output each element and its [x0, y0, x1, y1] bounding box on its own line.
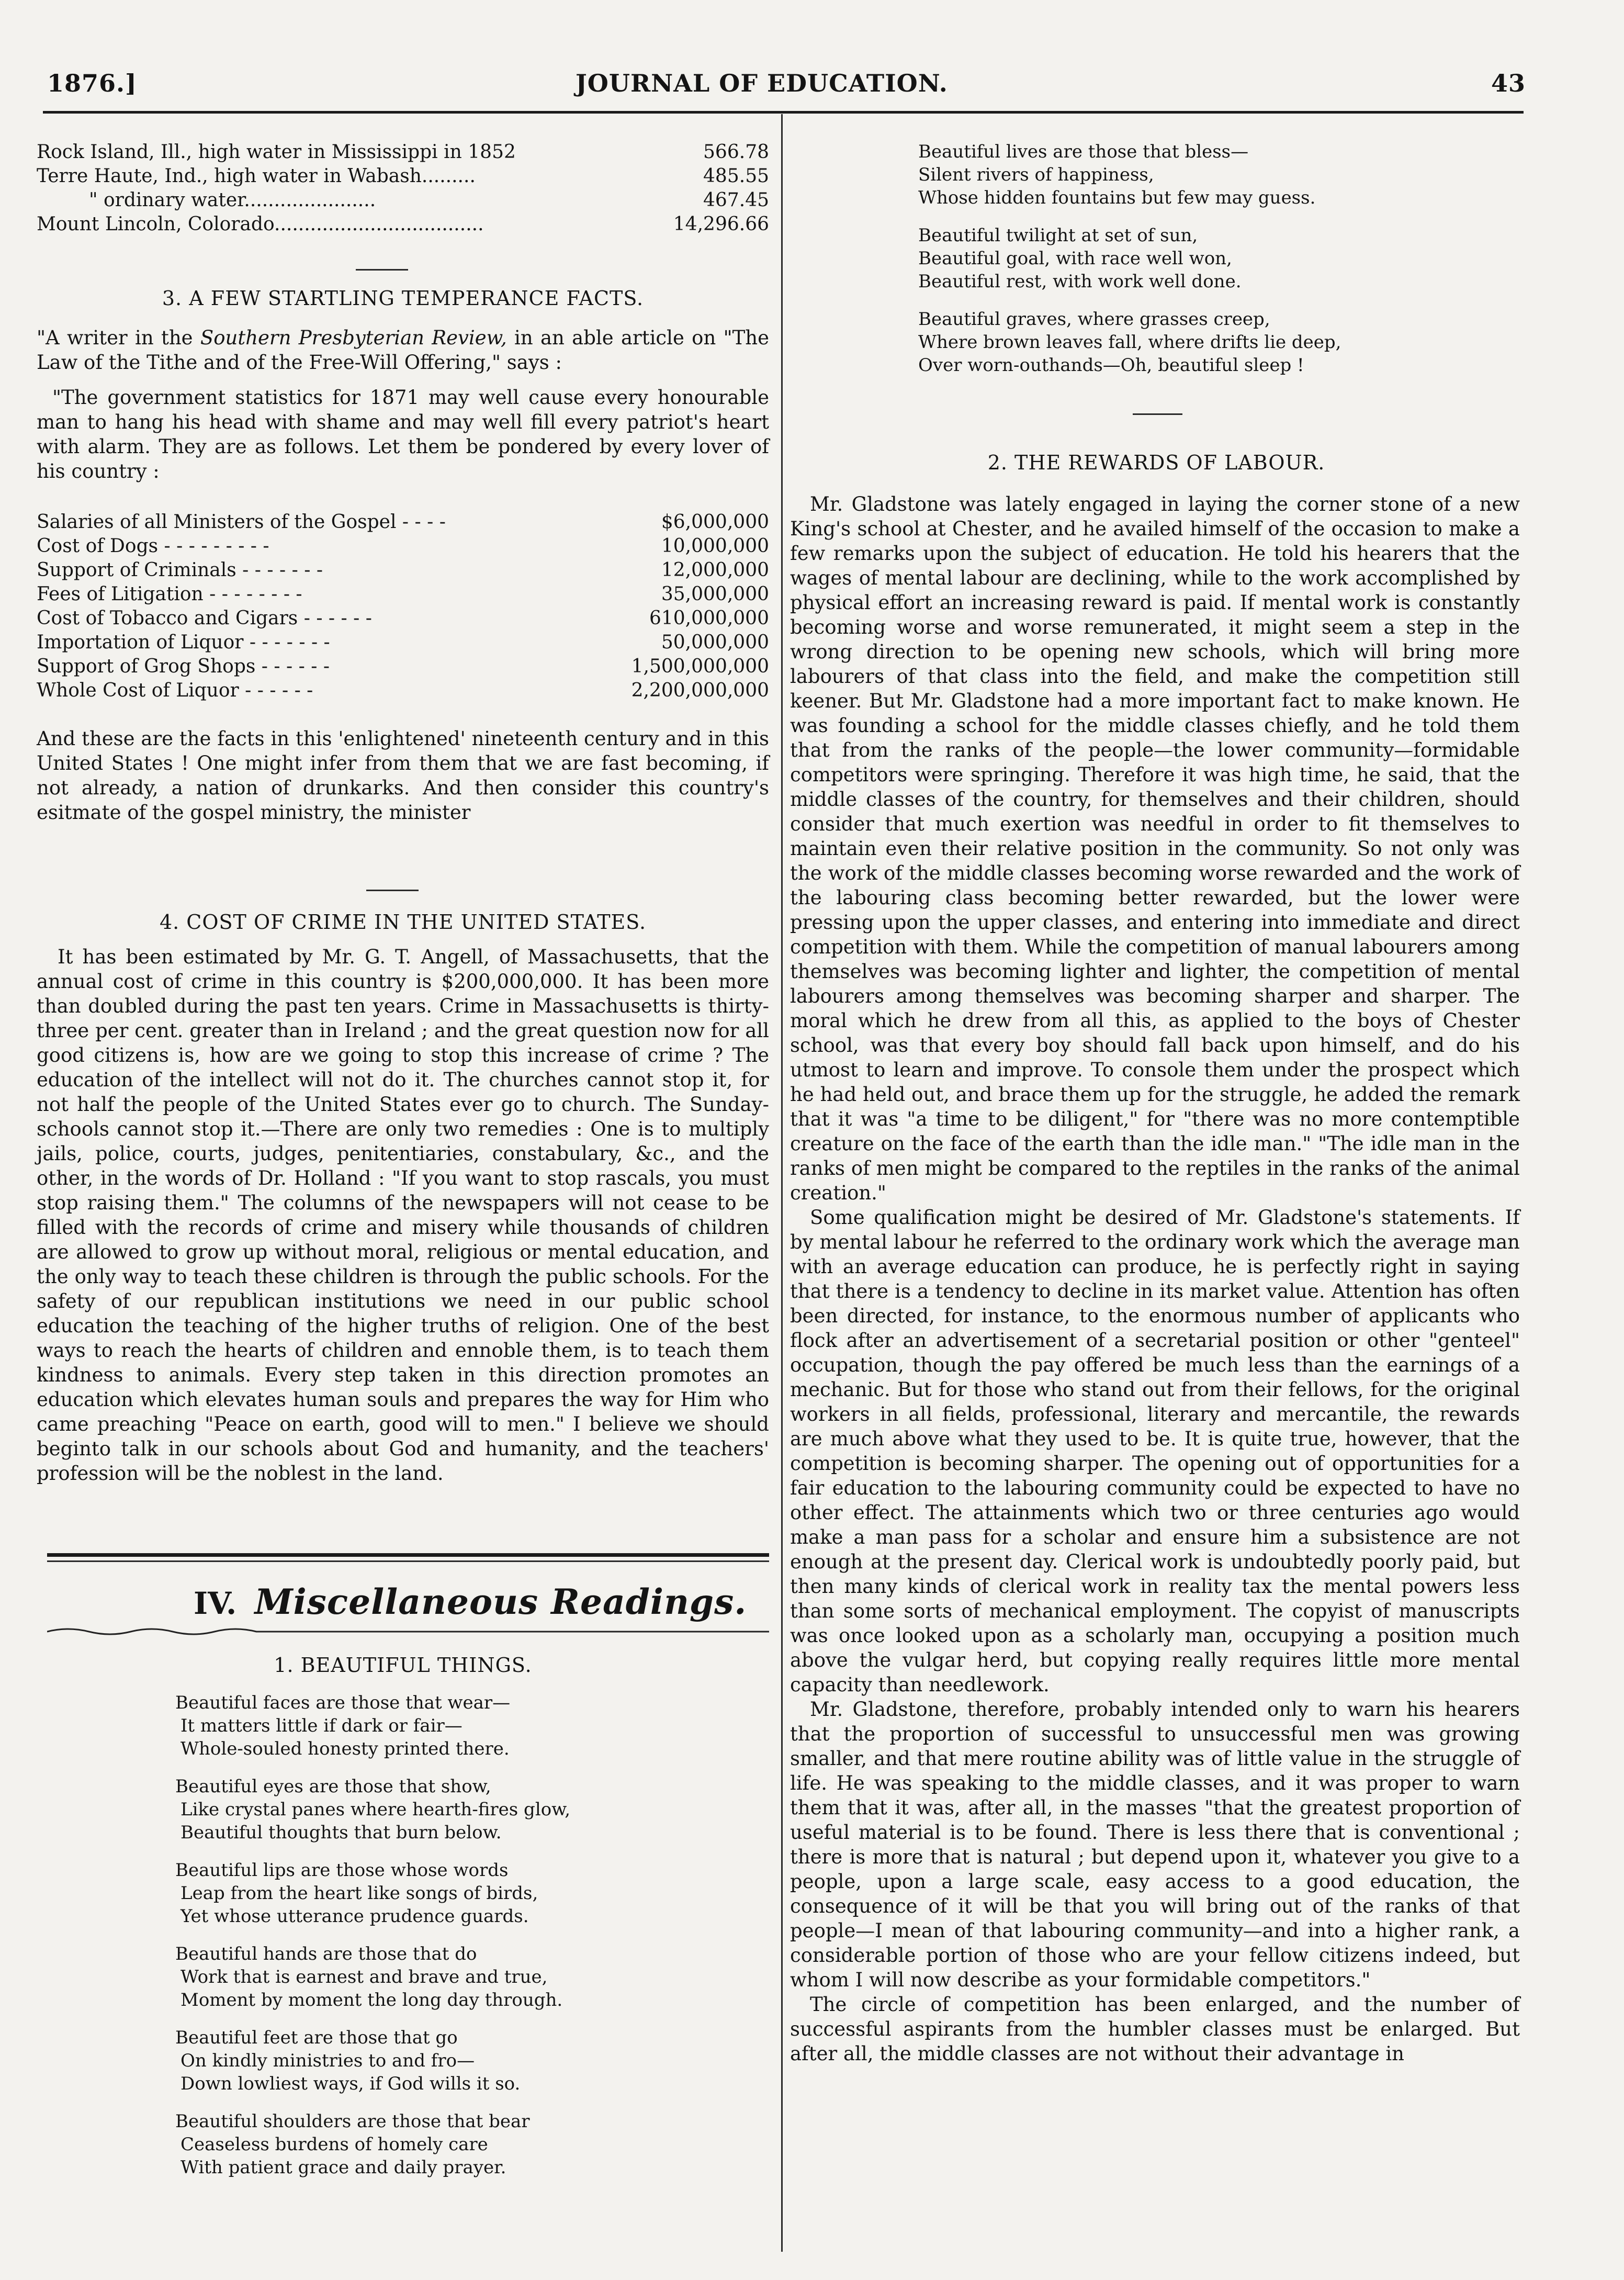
misc-section-title: IV. Miscellaneous Readings. [194, 1581, 747, 1622]
poem-stanza: Beautiful twilight at set of sun, Beautiful goal, with race well won, Beautiful rest, with work well done. [918, 225, 1242, 292]
temperance-cost-table [37, 510, 769, 703]
temperance-closing: And these are the facts in this 'enlightened' nineteenth century and in this United States ! One might infer from them that we are fast becoming, if not already, a nation of drunkarks. And then consider this country's esitmate of the gospel ministry, the minister [37, 727, 769, 824]
altitude-row: Terre Haute, Ind., high water in Wabash......... 485.55 [37, 165, 769, 187]
poem-stanza: Beautiful feet are those that go On kindly ministries to and fro— Down lowliest ways, if God wills it so. [175, 2027, 521, 2094]
altitude-row: Rock Island, Ill., high water in Mississippi in 1852 566.78 [37, 141, 769, 163]
rewards-paragraph: The circle of competition has been enlarged, and the number of successful aspirants from the humbler classes must be enlarged. But after all, the middle classes are not without their advantage in [790, 1993, 1520, 2065]
cost-row: Support of Criminals - - - - - - - 12,000,000 [37, 559, 769, 581]
temperance-heading: 3. A FEW STARTLING TEMPERANCE FACTS. [162, 287, 644, 310]
section-rule [356, 269, 408, 271]
rewards-body [790, 492, 1520, 2066]
cost-row: Support of Grog Shops - - - - - - 1,500,000,000 [37, 656, 769, 677]
temperance-quote: "The government statistics for 1871 may well cause every honourable man to hang his head with shame and may well fill every patriot's heart with alarm. They are as follows. Let them be pondered by every lover of his country : [37, 386, 769, 482]
page-number: 43 [1491, 69, 1526, 97]
rewards-paragraph: Mr. Gladstone, therefore, probably intended only to warn his hearers that the proportion of successful to unsuccessful men was growing smaller, and that mere routine ability was of little value in the struggle of life. He was speaking to the middle classes, and it was proper to warn them that it was, after all, in the masses "that the greatest proportion of useful material is to be found. There is less there that is conventional ; there is more that is natural ; but depend upon it, whatever you give to a people, upon a large scale, easy access to a good education, the consequence of it will be that you will bring out of the ranks of that people—I mean of that labouring community—and into a higher rank, a considerable portion of those who are your fellow citizens indeed, but whom I will now describe as your formidable competitors." [790, 1698, 1520, 1991]
poem-stanza: Beautiful lives are those that bless— Silent rivers of happiness, Whose hidden fountains but few may guess. [918, 141, 1316, 208]
page-year: 1876.] [47, 69, 137, 97]
beautiful-heading: 1. BEAUTIFUL THINGS. [274, 1654, 532, 1677]
poem-right [918, 140, 1341, 391]
crime-heading: 4. COST OF CRIME IN THE UNITED STATES. [159, 911, 647, 934]
poem-stanza: Beautiful shoulders are those that bear Ceaseless burdens of homely care With patient grace and daily prayer. [175, 2111, 530, 2178]
rewards-paragraph: Some qualification might be desired of Mr. Gladstone's statements. If by mental labour he referred to the ordinary work which the average man with an average education can produce, he is perfectly right in saying that there is a tendency to decline in its market value. Attention has often been directed, for instance, to the enormous number of applicants who flock after an advertisement of a secretarial position or other "genteel" occupation, though the pay offered be much less than the earnings of a mechanic. But for those who stand out from their fellows, for the original workers in all fields, professional, literary and mercantile, the rewards are much above what they used to be. It is quite true, however, that the competition is becoming sharper. The opening out of opportunities for a fair education to the labouring community could be expected to have no other effect. The attainments which two or three centuries ago would make a man pass for a scholar and ensure him a subsistence are not enough at the present day. Clerical work is undoubtedly poorly paid, but then many kinds of clerical work in reality tax the mental powers less than some sorts of mechanical employment. The copyist of manuscripts was once looked upon as a scholarly man, occupying a position much above the vulgar herd, but copying really requires little more mental capacity than needlework. [790, 1206, 1520, 1696]
section-thick-rule [47, 1553, 769, 1557]
poem-left [175, 1691, 570, 2194]
poem-stanza: Beautiful faces are those that wear— It matters little if dark or fair— Whole-souled honesty printed there. [175, 1692, 511, 1759]
cost-row: Cost of Tobacco and Cigars - - - - - - 610,000,000 [37, 608, 769, 629]
poem-stanza: Beautiful eyes are those that show, Like crystal panes where hearth-fires glow, Beautiful thoughts that burn below. [175, 1776, 571, 1843]
altitude-table [37, 140, 769, 237]
temperance-intro: "A writer in the Southern Presbyterian Review, in an able article on "The Law of the Tithe and of the Free-Will Offering," says : [37, 327, 770, 374]
column-divider [781, 114, 783, 2252]
rewards-paragraph: Mr. Gladstone was lately engaged in laying the corner stone of a new King's school at Chester, and he availed himself of the occasion to make a few remarks upon the subject of education. He told his hearers that the wages of mental labour are declining, while to the work accomplished by physical effort an increasing reward is paid. If mental work is constantly becoming worse and worse remunerated, it might seem a step in the wrong direction to be opening new schools, which will bring more labourers of that class into the field, and make the competition still keener. But Mr. Gladstone had a more important fact to make known. He was founding a school for the middle classes chiefly, and he told them that from the ranks of the people—the lower community—formidable competitors were springing. Therefore it was high time, he said, that the middle classes of the country, for themselves and their children, should consider that much exertion was needful in order to fit themselves to maintain even their relative position in the community. So not only was the work of the middle classes becoming worse rewarded and the work of the labouring class becoming better rewarded, but the lower were pressing upon the upper classes, and entering into immediate and direct competition with them. While the competition of manual labourers among themselves was becoming lighter and lighter, the competition of mental labourers among themselves was becoming sharper and sharper. The moral which he drew from all this, as applied to the boys of Chester school, was that every boy should fall back upon himself, and do his utmost to learn and improve. To console them under the prospect which he had held out, and brace them up for the struggle, he added the remark that it was "a time to be diligent," for "there was no more contemptible creature on the face of the earth than the idle man." "The idle man in the ranks of men might be compared to the reptiles in the ranks of the animal creation." [790, 493, 1520, 1204]
poem-stanza: Beautiful lips are those whose words Leap from the heart like songs of birds, Yet whose utterance prudence guards. [175, 1860, 538, 1927]
rewards-heading: 2. THE REWARDS OF LABOUR. [987, 451, 1325, 474]
altitude-row: Mount Lincoln, Colorado................................... 14,296.66 [37, 214, 769, 235]
cost-row: Importation of Liquor - - - - - - - 50,000,000 [37, 632, 769, 653]
section-rule [47, 1560, 769, 1562]
cost-row: Cost of Dogs - - - - - - - - - 10,000,000 [37, 535, 769, 557]
cost-row: Fees of Litigation - - - - - - - - 35,000,000 [37, 583, 769, 605]
section-rule [1133, 413, 1182, 415]
decorative-rule [47, 1626, 769, 1637]
header-rule [43, 111, 1524, 114]
cost-row: Whole Cost of Liquor - - - - - - 2,200,000,000 [37, 680, 769, 701]
crime-text: It has been estimated by Mr. G. T. Angell, of Massachusetts, that the annual cost of crime in this country is $200,000,000. It has been more than doubled during the past ten years. Crime in Massachusetts is thirty-three per cent. greater than in Ireland ; and the great question now for all good citizens is, how are we going to stop this increase of crime ? The education of the intellect will not do it. The churches cannot stop it, for not half the people of the United States ever go to church. The Sunday-schools cannot stop it.—There are only two remedies : One is to multiply jails, police, courts, judges, penitentiaries, constabulary, &c., and the other, in the words of Dr. Holland : "If you want to stop rascals, you must stop raising them." The columns of the newspapers will not cease to be filled with the records of crime and misery while thousands of children are allowed to grow up without moral, religious or mental education, and the only way to teach these children is through the public schools. For the safety of our republican institutions we need in our public school education the teaching of the higher truths of religion. One of the best ways to reach the hearts of children and ennoble them, is to teach them kindness to animals. Every step taken in this direction promotes an education which elevates human souls and prepares the way for Him who came preaching "Peace on earth, good will to men." I believe we should beginto talk in our schools about God and humanity, and the teachers' profession will be the noblest in the land. [37, 946, 769, 1485]
poem-stanza: Beautiful graves, where grasses creep, Where brown leaves fall, where drifts lie deep, Over worn-outhands—Oh, beautiful sleep ! [918, 309, 1341, 376]
journal-title: JOURNAL OF EDUCATION. [576, 69, 948, 97]
altitude-row: " ordinary water...................... 467.45 [89, 189, 769, 211]
poem-stanza: Beautiful hands are those that do Work that is earnest and brave and true, Moment by moment the long day through. [175, 1944, 563, 2011]
cost-row: Salaries of all Ministers of the Gospel - - - - $6,000,000 [37, 511, 769, 533]
section-rule [366, 890, 419, 891]
